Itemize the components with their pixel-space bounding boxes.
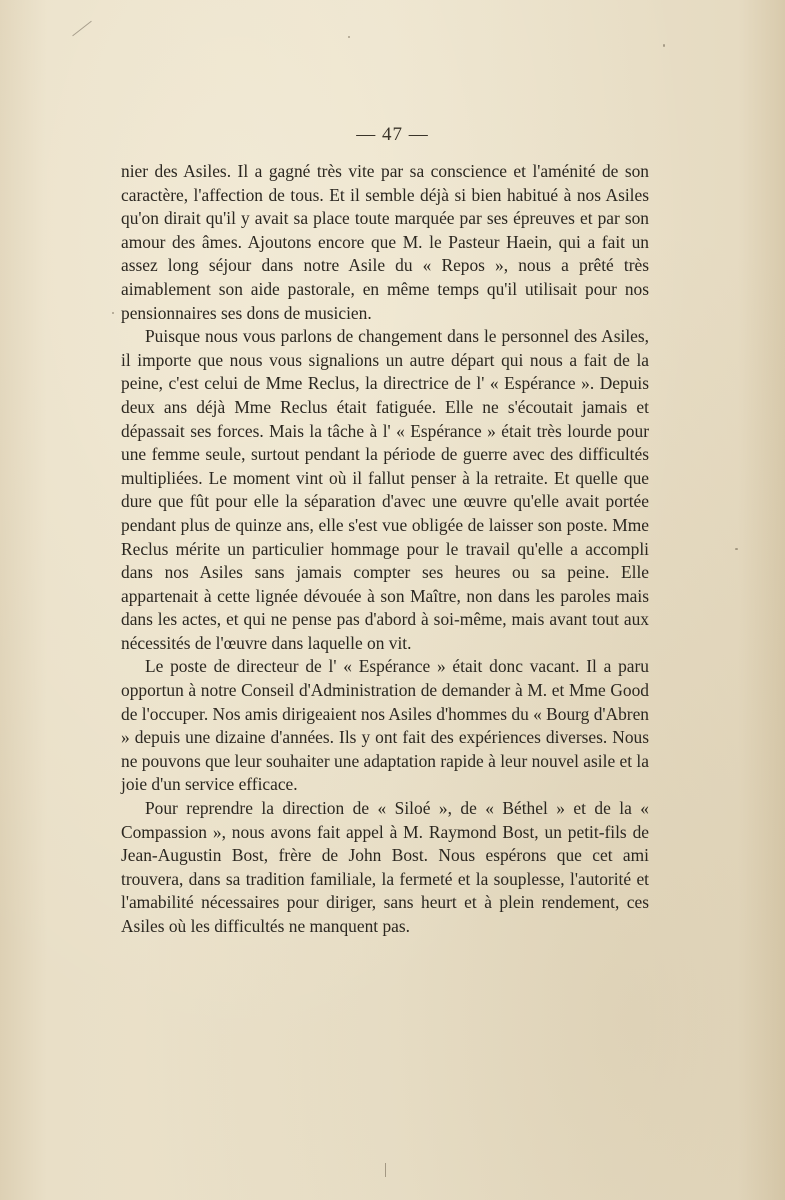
body-text — [121, 160, 649, 939]
paragraph: nier des Asiles. Il a gagné très vite par sa conscience et l'aménité de son caractère, l'affection de tous. Et il semble déjà si bien habitué à nos Asiles qu'on dirait qu'il y avait sa place toute marquée par ses épreuves et par son amour des âmes. Ajoutons encore que M. le Pasteur Haein, qui a fait un assez long séjour dans notre Asile du « Repos », nous a prêté très aimablement son aide pastorale, en même temps qu'il utilisait pour nos pensionnaires ses dons de musicien. — [121, 161, 649, 323]
paper-speck — [112, 312, 114, 314]
paragraph: Puisque nous vous parlons de changement dans le personnel des Asiles, il importe que nous vous signalions un autre départ qui nous a fait de la peine, c'est celui de Mme Reclus, la directrice de l' « Espérance ». Depuis deux ans déjà Mme Reclus était fatiguée. Elle ne s'écoutait jamais et dépassait ses forces. Mais la tâche à l' « Espérance » était très lourde pour une femme seule, surtout pendant la période de guerre avec des difficultés multipliées. Le moment vint où il fallut penser à la retraite. Et quelle que dure que fût pour elle la séparation d'avec une œuvre qu'elle avait portée pendant plus de quinze ans, elle s'est vue obligée de laisser son poste. Mme Reclus mérite un particulier hommage pour le travail qu'elle a accompli dans nos Asiles sans jamais compter ses heures ou sa peine. Elle appartenait à cette lignée dévouée à son Maître, non dans les paroles mais dans les actes, et qui ne pense pas d'abord à soi-même, mais avant tout aux nécessités de l'œuvre dans laquelle on vit. — [121, 326, 649, 653]
paper-speck — [348, 36, 350, 38]
paragraph: Le poste de directeur de l' « Espérance » était donc vacant. Il a paru opportun à notre Conseil d'Administration de demander à M. et Mme Good de l'occuper. Nos amis dirigeaient nos Asiles d'hommes du « Bourg d'Abren » depuis une dizaine d'années. Ils y ont fait des expériences diverses. Nous ne pouvons que leur souhaiter une adaptation rapide à leur nouvel asile et la joie d'un service efficace. — [121, 656, 649, 795]
paper-speck — [385, 1163, 386, 1177]
pencil-mark — [72, 21, 92, 37]
paragraph: Pour reprendre la direction de « Siloé », de « Béthel » et de la « Compassion », nous avons fait appel à M. Raymond Bost, un petit-fils de Jean-Augustin Bost, frère de John Bost. Nous espérons que cet ami trouvera, dans sa tradition familiale, la fermeté et la souplesse, l'autorité et l'amabilité nécessaires pour diriger, sans heurt et à plein rendement, ces Asiles où les difficultés ne manquent pas. — [121, 798, 649, 936]
paper-speck — [735, 548, 738, 550]
page-number: — 47 — — [356, 124, 429, 145]
paper-speck — [663, 44, 665, 47]
